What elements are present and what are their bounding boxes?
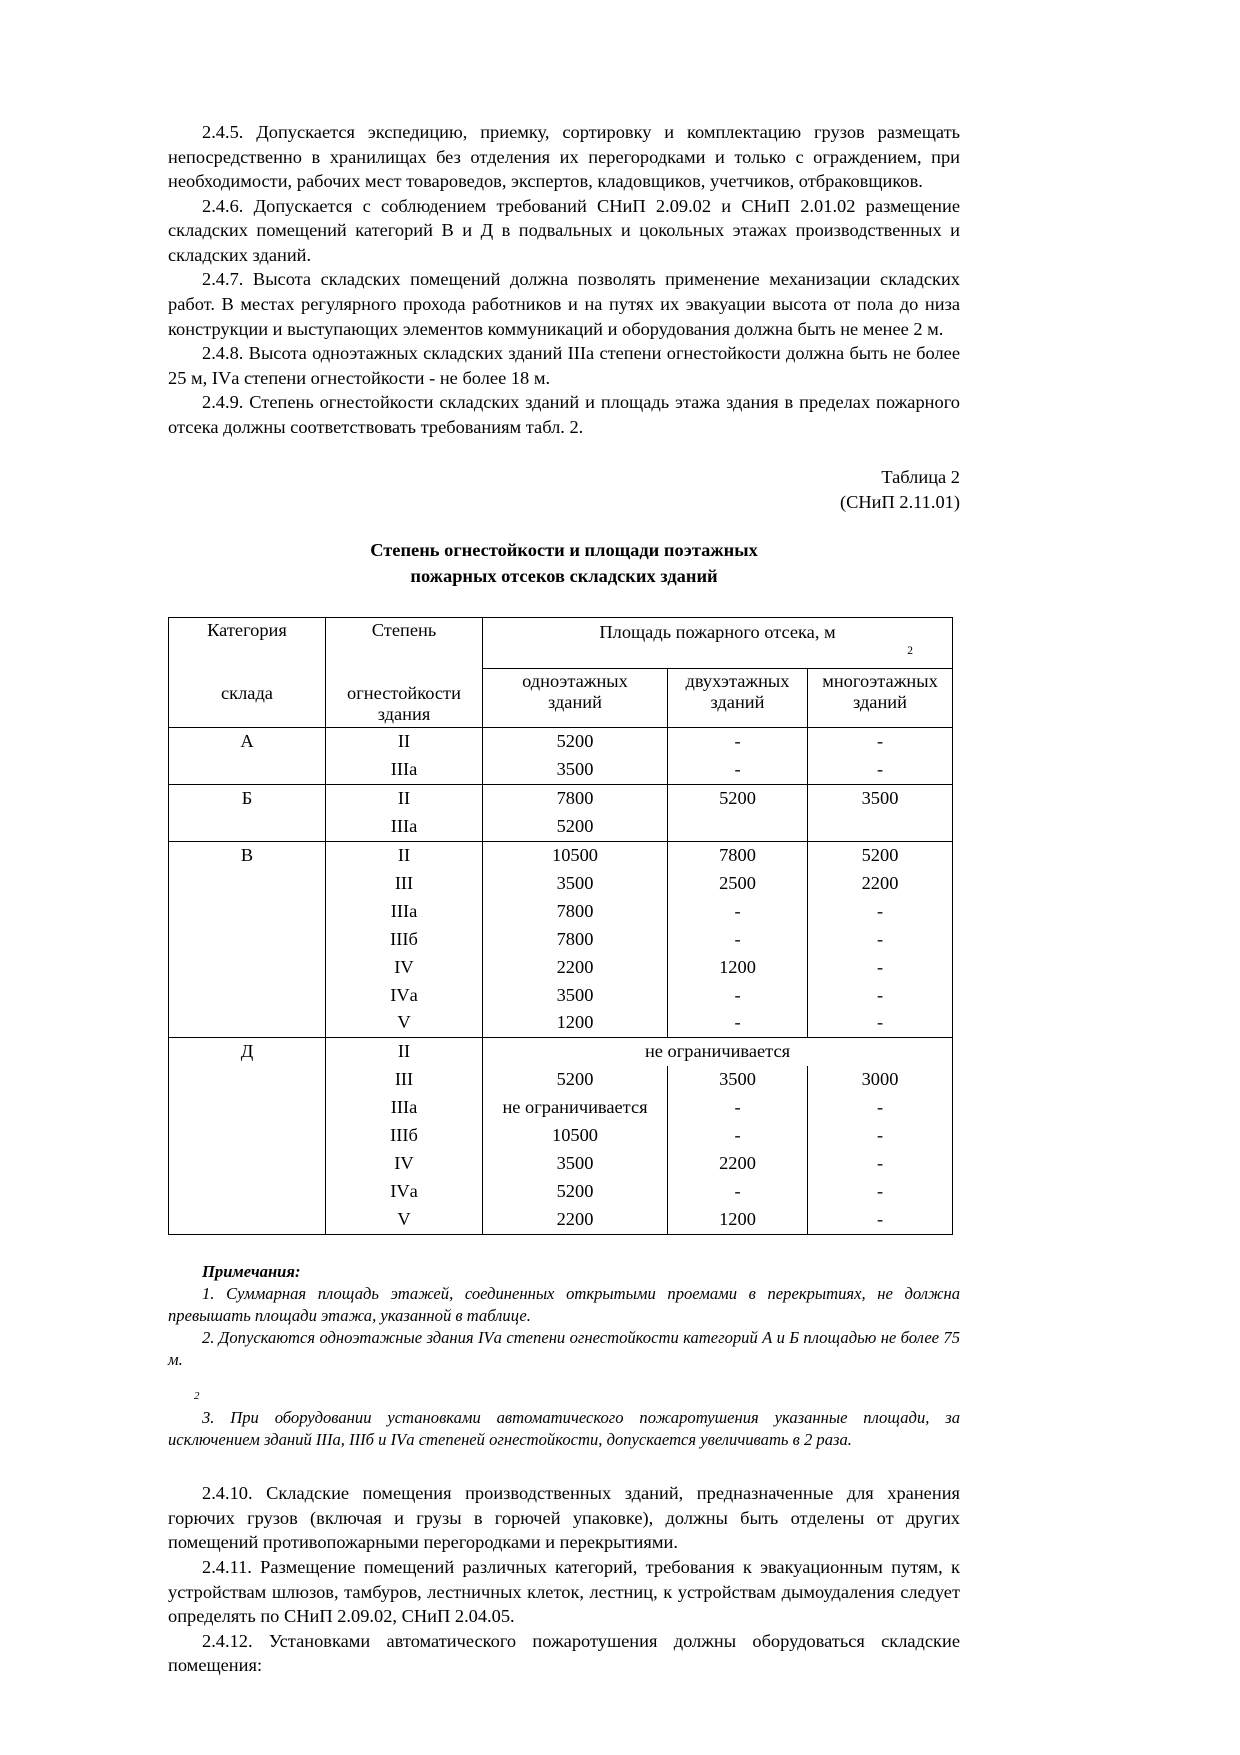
paragraph-2-4-7: 2.4.7. Высота складских помещений должна позволять применение механизации складских работ. В местах регулярного прохода работников и на путях их эвакуации высота от пола до низа конструкции и выступающих элементов коммуникаций и оборудования должна быть не менее 2 м.: [168, 269, 960, 339]
area-one-storey-cell: не ограничивается: [483, 1094, 668, 1122]
note-item-2-tail: .: [178, 1350, 183, 1370]
area-one-storey-cell: 2200: [483, 1206, 668, 1234]
header-area-group-superscript: 2: [907, 645, 914, 658]
header-one-storey-line-2: зданий: [548, 692, 602, 713]
area-multi-storey-cell: -: [808, 1150, 953, 1178]
degree-cell: IVа: [326, 1178, 483, 1206]
degree-cell: IIIб: [326, 1122, 483, 1150]
degree-cell: II: [326, 728, 483, 756]
degree-cell: IIIа: [326, 898, 483, 926]
degree-cell: IIIа: [326, 813, 483, 841]
area-multi-storey-cell: -: [808, 898, 953, 926]
header-two-storey-line-1: двухэтажных: [685, 671, 790, 692]
header-category: [169, 618, 326, 728]
area-one-storey-cell: 3500: [483, 1150, 668, 1178]
header-two-storey-line-2: зданий: [710, 692, 765, 713]
paragraph-2-4-5: 2.4.5. Допускается экспедицию, приемку, сортировку и комплектацию грузов размещать непосредственно в хранилищах без отделения их перегородками и только с ограждением, при необходимости, рабочих мест товароведов, экспертов, кладовщиков, учетчиков, отбраковщиков.: [168, 122, 960, 192]
area-two-storey-cell: [668, 813, 808, 841]
degree-cell: III: [326, 870, 483, 898]
degree-cell: V: [326, 1009, 483, 1037]
area-multi-storey-cell: 2200: [808, 870, 953, 898]
area-two-storey-cell: 1200: [668, 1206, 808, 1234]
area-multi-storey-cell: 3500: [808, 785, 953, 813]
paragraph-2-4-8: 2.4.8. Высота одноэтажных складских зданий IIIа степени огнестойкости должна быть не более 25 м, IVа степени огнестойкости - не более 18 м.: [168, 343, 960, 388]
area-two-storey-cell: -: [668, 756, 808, 784]
paragraph-2-4-12: 2.4.12. Установками автоматического пожаротушения должны оборудоваться складские помещения:: [168, 1630, 960, 1676]
degree-cell: II: [326, 841, 483, 869]
table-title: [168, 538, 960, 589]
degree-cell: IVа: [326, 982, 483, 1010]
header-multi-storey-line-2: зданий: [853, 692, 907, 713]
header-one-storey: [483, 669, 668, 728]
area-multi-storey-cell: 3000: [808, 1066, 953, 1094]
note-item-2: [168, 1327, 960, 1371]
area-two-storey-cell: -: [668, 982, 808, 1010]
header-degree-line-3: здания: [377, 704, 431, 725]
area-two-storey-cell: 2500: [668, 870, 808, 898]
area-two-storey-cell: 2200: [668, 1150, 808, 1178]
table-row: [169, 841, 953, 869]
degree-cell: IIIа: [326, 756, 483, 784]
area-two-storey-cell: -: [668, 898, 808, 926]
area-two-storey-cell: -: [668, 926, 808, 954]
area-multi-storey-cell: -: [808, 756, 953, 784]
table-header-row-1: [169, 618, 953, 669]
header-area-group-label: Площадь пожарного отсека, м: [599, 622, 836, 643]
notes-heading: Примечания:: [202, 1261, 301, 1281]
closing-paragraphs: [168, 1481, 960, 1678]
area-multi-storey-cell: -: [808, 1206, 953, 1234]
header-multi-storey-line-1: многоэтажных: [822, 671, 938, 692]
area-one-storey-cell: 10500: [483, 1122, 668, 1150]
header-area-group: [483, 618, 953, 669]
area-multi-storey-cell: -: [808, 954, 953, 982]
note-item-2-superscript-line: [168, 1371, 960, 1403]
category-cell: Б: [169, 785, 326, 842]
area-two-storey-cell: 5200: [668, 785, 808, 813]
table-title-line-1: Степень огнестойкости и площади поэтажных: [370, 540, 758, 561]
area-multi-storey-cell: -: [808, 926, 953, 954]
area-two-storey-cell: -: [668, 1009, 808, 1037]
area-two-storey-cell: 1200: [668, 954, 808, 982]
degree-cell: II: [326, 785, 483, 813]
table-source-label: (СНиП 2.11.01): [839, 491, 960, 512]
area-two-storey-cell: -: [668, 1122, 808, 1150]
degree-cell: IIIа: [326, 1094, 483, 1122]
area-multi-storey-cell: -: [808, 982, 953, 1010]
category-cell: В: [169, 841, 326, 1037]
paragraph-2-4-6: 2.4.6. Допускается с соблюдением требований СНиП 2.09.02 и СНиП 2.01.02 размещение складских помещений категорий В и Д в подвальных и цокольных этажах производственных и складских зданий.: [168, 195, 960, 265]
area-one-storey-cell: 10500: [483, 841, 668, 869]
area-two-storey-cell: -: [668, 1094, 808, 1122]
header-degree-line-2: огнестойкости: [347, 683, 461, 704]
area-one-storey-cell: 5200: [483, 728, 668, 756]
notes-section: [168, 1261, 960, 1452]
notes-spacer: [168, 1393, 960, 1407]
table-reference: [168, 465, 960, 514]
area-multi-storey-cell: -: [808, 1178, 953, 1206]
area-one-storey-cell: 2200: [483, 954, 668, 982]
degree-cell: IIIб: [326, 926, 483, 954]
intro-paragraphs: [168, 120, 960, 439]
area-one-storey-cell: 5200: [483, 1066, 668, 1094]
table-title-line-2: пожарных отсеков складских зданий: [410, 565, 718, 586]
area-one-storey-cell: 3500: [483, 756, 668, 784]
table-row: [169, 785, 953, 813]
area-multi-storey-cell: [808, 813, 953, 841]
area-one-storey-cell: 7800: [483, 926, 668, 954]
area-span-all-cell: не ограничивается: [483, 1038, 953, 1066]
area-one-storey-cell: 5200: [483, 813, 668, 841]
category-cell: А: [169, 728, 326, 785]
area-multi-storey-cell: -: [808, 1094, 953, 1122]
paragraph-2-4-11: 2.4.11. Размещение помещений различных категорий, требования к эвакуационным путям, к устройствам шлюзов, тамбуров, лестничных клеток, лестниц, к устройствам дымоудаления следует определять по СНиП 2.09.02, СНиП 2.04.05.: [168, 1557, 960, 1627]
area-two-storey-cell: -: [668, 728, 808, 756]
area-two-storey-cell: 7800: [668, 841, 808, 869]
degree-cell: III: [326, 1066, 483, 1094]
table-row: [169, 728, 953, 756]
category-cell: Д: [169, 1038, 326, 1234]
header-degree-line-1: Степень: [371, 620, 437, 641]
paragraph-2-4-9: 2.4.9. Степень огнестойкости складских зданий и площадь этажа здания в пределах пожарного отсека должны соответствовать требованиям табл. 2.: [168, 392, 960, 437]
degree-cell: V: [326, 1206, 483, 1234]
fire-resistance-table: [168, 617, 953, 1235]
area-multi-storey-cell: -: [808, 728, 953, 756]
area-multi-storey-cell: -: [808, 1122, 953, 1150]
area-one-storey-cell: 3500: [483, 982, 668, 1010]
note-item-2-text: 2. Допускаются одноэтажные здания IVа степени огнестойкости категорий А и Б площадью не более 75 м: [168, 1328, 960, 1370]
area-multi-storey-cell: 5200: [808, 841, 953, 869]
table-row: [169, 1038, 953, 1066]
area-one-storey-cell: 7800: [483, 785, 668, 813]
area-two-storey-cell: -: [668, 1178, 808, 1206]
header-degree: [326, 618, 483, 728]
paragraph-2-4-10: 2.4.10. Складские помещения производственных зданий, предназначенные для хранения горючих грузов (включая и грузы в горючей упаковке), должны быть отделены от других помещений противопожарными перегородками и перекрытиями.: [168, 1483, 960, 1553]
header-one-storey-line-1: одноэтажных: [522, 671, 628, 692]
note-item-3: 3. При оборудовании установками автоматического пожаротушения указанные площади, за исключением зданий IIIа, IIIб и IVа степеней огнестойкости, допускается увеличивать в 2 раза.: [168, 1408, 960, 1450]
header-category-line-2: склада: [221, 683, 273, 704]
degree-cell: II: [326, 1038, 483, 1066]
document-page: [168, 120, 960, 1678]
area-one-storey-cell: 1200: [483, 1009, 668, 1037]
header-category-line-1: Категория: [207, 620, 287, 641]
header-two-storey: [668, 669, 808, 728]
area-one-storey-cell: 7800: [483, 898, 668, 926]
header-multi-storey: [808, 669, 953, 728]
area-one-storey-cell: 3500: [483, 870, 668, 898]
note-item-2-superscript: 2: [194, 1390, 200, 1403]
degree-cell: IV: [326, 1150, 483, 1178]
degree-cell: IV: [326, 954, 483, 982]
area-one-storey-cell: 5200: [483, 1178, 668, 1206]
area-multi-storey-cell: -: [808, 1009, 953, 1037]
note-item-1: 1. Суммарная площадь этажей, соединенных открытыми проемами в перекрытиях, не должна превышать площади этажа, указанной в таблице.: [168, 1283, 960, 1325]
table-number-label: Таблица 2: [881, 467, 960, 488]
area-two-storey-cell: 3500: [668, 1066, 808, 1094]
